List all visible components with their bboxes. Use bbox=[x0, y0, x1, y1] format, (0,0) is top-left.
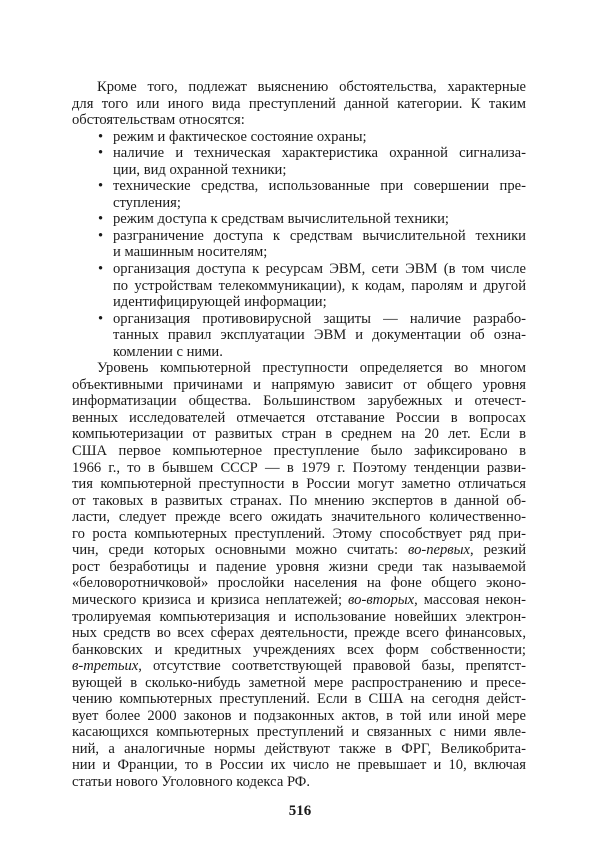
list-item bbox=[72, 178, 526, 211]
text-line: компьютеризации от развитых стран в среднем на 20 лет. Если в bbox=[72, 426, 526, 443]
list-item-text: ступления; bbox=[113, 194, 181, 211]
list-item-text: ции, вид охранной техники; bbox=[113, 161, 287, 178]
list-item bbox=[72, 145, 526, 178]
list-item-text: организация доступа к ресурсам ЭВМ, сети ЭВМ (в том числе bbox=[113, 261, 526, 278]
text-line: венных исследователей отмечается отставание России в вопросах bbox=[72, 409, 526, 426]
text-line: ных средств во всех сферах деятельности, прежде всего финансовых, bbox=[72, 625, 526, 642]
list-item-text: режим и фактическое состояние охраны; bbox=[113, 128, 367, 145]
text-line: от таковых в развитых странах. По мнению экспертов в данной об- bbox=[72, 492, 526, 509]
text-line: 1966 г., то в бывшем СССР — в 1979 г. Поэтому тенденции разви- bbox=[72, 459, 526, 476]
list-item-text: режим доступа к средствам вычислительной техники; bbox=[113, 211, 449, 228]
text-line: объективными причинами и напрямую зависит от общего уровня bbox=[72, 376, 526, 393]
paragraph-main bbox=[72, 360, 526, 790]
bullet-icon: • bbox=[98, 310, 104, 327]
emphasis-first: во-первых bbox=[407, 542, 471, 559]
list-item bbox=[72, 129, 526, 146]
page-body bbox=[72, 79, 526, 791]
text-line bbox=[72, 542, 526, 559]
list-item-text: комлении с ними. bbox=[113, 343, 223, 360]
text-line: касающихся компьютерных преступлений и связанных с ними явле- bbox=[72, 724, 526, 741]
text-line: для того или иного вида преступлений данной категории. К таким bbox=[72, 95, 526, 112]
text-line bbox=[72, 658, 526, 675]
paragraph-intro bbox=[72, 79, 526, 129]
text-run: , резкий bbox=[470, 542, 527, 559]
text-line: статьи нового Уголовного кодекса РФ. bbox=[72, 773, 310, 790]
text-line bbox=[72, 592, 526, 609]
list-item-text: технические средства, использованные при совершении пре- bbox=[113, 178, 526, 195]
text-line: нии и Франции, то в России их число не превышает и 10, включая bbox=[72, 757, 526, 774]
bullet-icon: • bbox=[98, 227, 104, 244]
emphasis-second: во-вторых bbox=[348, 591, 415, 608]
bullet-icon: • bbox=[98, 211, 104, 228]
text-line: банковских и кредитных учреждениях всех форм собственности; bbox=[72, 641, 526, 658]
emphasis-third: в-третьих bbox=[72, 658, 139, 675]
list-item-text: наличие и техническая характеристика охранной сигнализа- bbox=[113, 145, 526, 162]
text-line: рост безработицы и падение уровня жизни среди так называемой bbox=[72, 558, 526, 575]
list-item-text: танных правил эксплуатации ЭВМ и документации об озна- bbox=[113, 327, 526, 344]
list-item-text: разграничение доступа к средствам вычислительной техники bbox=[113, 227, 526, 244]
text-line: Уровень компьютерной преступности определяется во многом bbox=[97, 360, 526, 377]
text-line: чению компьютерных преступлений. Если в США на сегодня дейст- bbox=[72, 691, 526, 708]
bullet-icon: • bbox=[98, 128, 104, 145]
list-item-text: и машинным носителям; bbox=[113, 244, 268, 261]
list-item-text: идентифицирующей информации; bbox=[113, 294, 327, 311]
list-item-text: организация противовирусной защиты — наличие разрабо- bbox=[113, 310, 526, 327]
bullet-icon: • bbox=[98, 145, 104, 162]
bullet-icon: • bbox=[98, 178, 104, 195]
text-line: ний, а аналогичные нормы действуют также в ФРГ, Великобрита- bbox=[72, 740, 526, 757]
text-line: го роста компьютерных преступлений. Этому способствует ряд при- bbox=[72, 525, 526, 542]
list-item bbox=[72, 211, 526, 228]
text-line: «беловоротничковой» прослойки населения на фоне общего эконо- bbox=[72, 575, 526, 592]
text-line: информатизации общества. Большинством зарубежных и отечест- bbox=[72, 393, 526, 410]
bullet-list bbox=[72, 129, 526, 361]
text-run: , массовая некон- bbox=[414, 591, 526, 608]
page-number: 516 bbox=[288, 803, 312, 819]
list-item-text: по устройствам телекоммуникации), к кодам, паролям и другой bbox=[113, 277, 526, 294]
text-run: мического кризиса и кризиса неплатежей; bbox=[72, 591, 349, 608]
list-item bbox=[72, 311, 526, 361]
text-line: тролируемая компьютеризация и использование новейших электрон- bbox=[72, 608, 526, 625]
text-line: США первое компьютерное преступление было зафиксировано в bbox=[72, 443, 526, 460]
text-run: чин, среди которых основными можно считать: bbox=[72, 542, 408, 559]
text-line: вующей в сколько-нибудь заметной мере распространению и пресе- bbox=[72, 674, 526, 691]
text-line: обстоятельствам относятся: bbox=[72, 112, 245, 129]
text-line: Кроме того, подлежат выяснению обстоятельства, характерные bbox=[97, 79, 526, 95]
text-line: вует более 2000 законов и подзаконных актов, в той или иной мере bbox=[72, 707, 526, 724]
list-item bbox=[72, 261, 526, 311]
list-item bbox=[72, 228, 526, 261]
text-run: , отсутствие соответствующей правовой базы, препятст- bbox=[138, 658, 526, 675]
text-line: ласти, следует прежде всего ожидать значительного количественно- bbox=[72, 509, 526, 526]
bullet-icon: • bbox=[98, 261, 104, 278]
text-line: тия компьютерной преступности в России могут заметно отличаться bbox=[72, 476, 526, 493]
